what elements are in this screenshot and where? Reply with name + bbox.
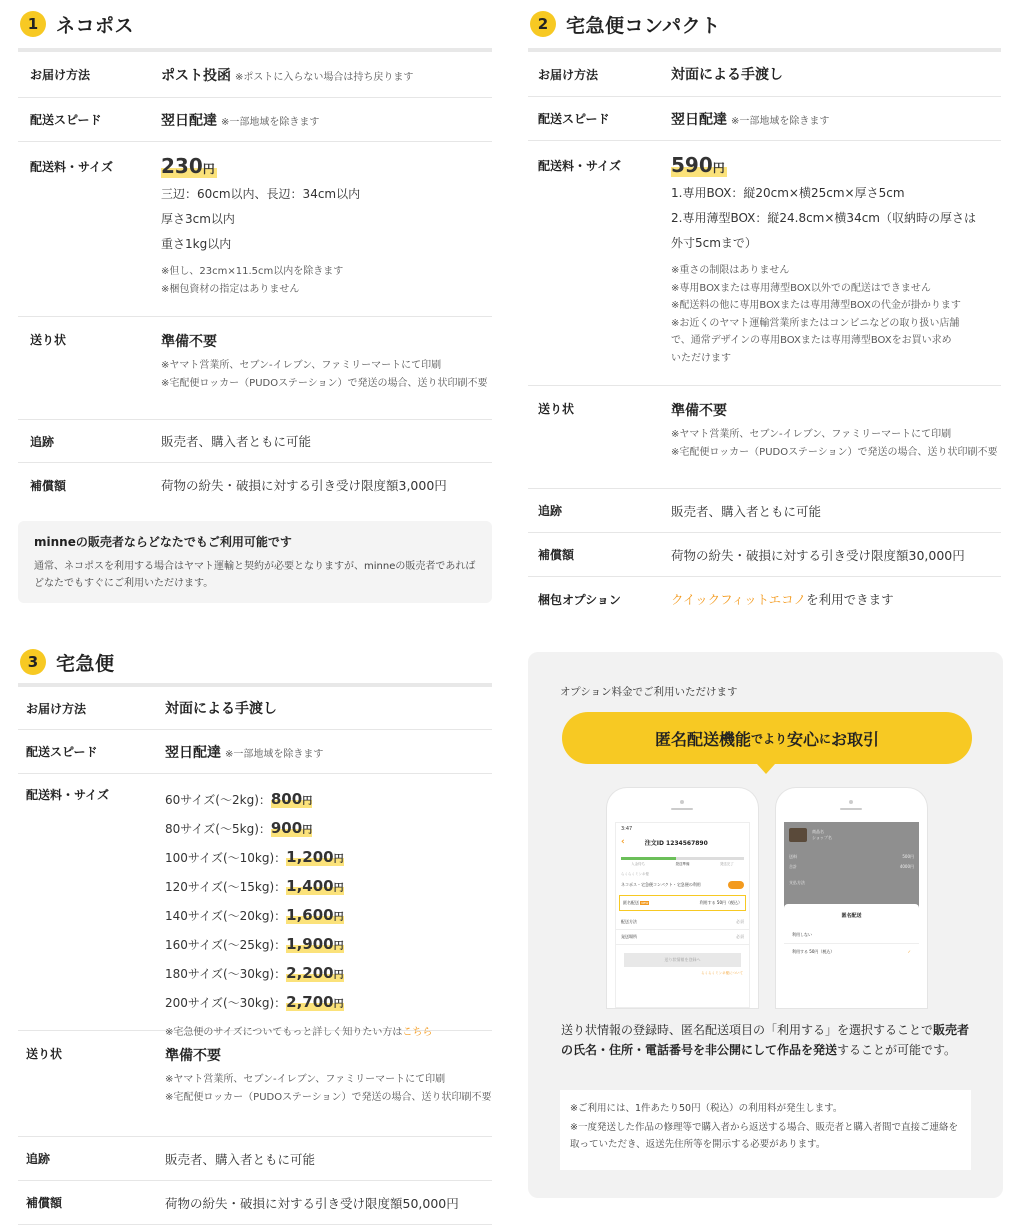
size-line: 厚さ3cm以内 xyxy=(161,212,235,226)
row-value: 翌日配達 xyxy=(165,744,221,761)
section-number: 1 xyxy=(20,11,46,37)
table-row xyxy=(18,317,492,420)
size-line: 2.専用薄型BOX：縦24.8cm×横34cm（収納時の厚さは xyxy=(671,211,976,225)
note: ※お近くのヤマト運輸営業所またはコンビニなどの取り扱い店舗 xyxy=(671,317,960,329)
note: ※重さの制限はありません xyxy=(671,265,790,276)
note: ※ヤマト営業所、セブン-イレブン、ファミリーマートにて印刷 xyxy=(161,360,442,371)
row-value: 販売者、購入者ともに可能 xyxy=(671,503,822,519)
table-row xyxy=(18,420,492,463)
phone-mockup-2 xyxy=(776,788,927,1008)
row-value: 荷物の紛失・破損に対する引き受け限度額30,000円 xyxy=(671,547,965,563)
row-label: 補償額 xyxy=(26,1196,63,1210)
price: 230円 xyxy=(161,154,215,178)
row-value: ポスト投函 xyxy=(161,67,231,84)
note: ※配送料の他に専用BOXまたは専用薄型BOXの代金が掛かります xyxy=(671,300,961,311)
note: ※梱包資材の指定はありません xyxy=(161,283,300,295)
anonymous-description: 送り状情報の登録時、匿名配送項目の「利用する」を選択することで販売者の氏名・住所・電話番号を非公開にして作品を発送することが可能です。 xyxy=(561,1023,970,1057)
right-column xyxy=(528,0,1001,1150)
phone2-screen: 商品名 ショップ名 送料 500円 合計 4000円 支払方法 匿名配送 利用しない 利用する 50円（税込） ✓ xyxy=(784,822,919,1008)
table-row xyxy=(18,463,492,507)
row-value: 準備不要 xyxy=(671,403,727,419)
row-label: 配送スピード xyxy=(30,113,102,127)
anonymous-notes: ※ご利用には、1件あたり50円（税込）の利用料が発生します。 ※一度発送した作品の修理等で購入者から返送する場合、販売者と購入者間で直接ご連絡を取っていただき、返送先住所等を開示する必要があります。 xyxy=(560,1090,971,1170)
info-box xyxy=(18,521,492,603)
row-label: 配送料・サイズ xyxy=(538,159,622,173)
info-box-title: minneの販売者ならどなたでもご利用可能です xyxy=(34,535,292,549)
note: ※宅配便ロッカー（PUDOステーション）で発送の場合、送り状印刷不要 xyxy=(165,1091,492,1103)
size-price-line: 140サイズ(〜20kg)：1,600円 xyxy=(165,906,344,924)
row-label: 追跡 xyxy=(30,434,55,449)
row-label: 配送スピード xyxy=(26,745,98,759)
table-row xyxy=(18,1181,492,1225)
note: ※宅配便ロッカー（PUDOステーション）で発送の場合、送り状印刷不要 xyxy=(161,377,488,389)
note: ※宅配便ロッカー（PUDOステーション）で発送の場合、送り状印刷不要 xyxy=(671,446,998,458)
table-row xyxy=(18,98,492,142)
row-label: 送り状 xyxy=(538,402,575,416)
compact-header xyxy=(528,0,1001,52)
row-note: ※一部地域を除きます xyxy=(730,115,830,127)
table-row xyxy=(18,142,492,317)
note: ※宅急便のサイズについてもっと詳しく知りたい方はこちら xyxy=(165,1027,433,1038)
size-price-line: 100サイズ(〜10kg)：1,200円 xyxy=(165,848,344,866)
price: 590円 xyxy=(671,153,725,177)
note: で、通常デザインの専用BOXまたは専用薄型BOXをお買い求め xyxy=(671,335,952,346)
note: ※但し、23cm×11.5cm以内を除きます xyxy=(161,266,344,277)
row-label: 送り状 xyxy=(30,333,67,347)
register-button: 送り状情報を登録へ xyxy=(624,953,741,967)
table-row: 梱包オプション クイックフィットエコノを利用できます xyxy=(528,577,1001,621)
size-price-line: 120サイズ(〜15kg)：1,400円 xyxy=(165,877,344,895)
size-line: 重さ1kg以内 xyxy=(161,237,232,251)
note: ※専用BOXまたは専用薄型BOX以外での配送はできません xyxy=(671,282,931,294)
row-value: 荷物の紛失・破損に対する引き受け限度額50,000円 xyxy=(165,1195,459,1211)
table-row xyxy=(18,730,492,774)
size-details-link[interactable]: こちら xyxy=(402,1027,433,1038)
row-label: 送り状 xyxy=(26,1047,63,1061)
note: ※ヤマト営業所、セブン-イレブン、ファミリーマートにて印刷 xyxy=(165,1074,446,1085)
bubble-tail xyxy=(757,764,775,774)
size-price-line: 60サイズ(〜2kg)：800円 xyxy=(165,790,313,808)
row-value: 荷物の紛失・破損に対する引き受け限度額3,000円 xyxy=(161,478,447,493)
phone-mockup-1 xyxy=(607,788,758,1008)
table-row xyxy=(528,489,1001,533)
info-box-text: 通常、ネコポスを利用する場合はヤマト運輸と契約が必要となりますが、minneの販売者であればどなたでもすぐにご利用いただけます。 xyxy=(34,561,476,589)
row-value: 準備不要 xyxy=(161,334,217,350)
size-price-line: 160サイズ(〜25kg)：1,900円 xyxy=(165,935,344,953)
anonymous-sheet: 匿名配送 利用しない 利用する 50円（税込） ✓ xyxy=(784,904,919,1008)
anonymous-delivery-box xyxy=(528,652,1003,1198)
row-value: 翌日配達 xyxy=(671,111,727,128)
row-label: お届け方法 xyxy=(538,67,599,82)
phone1-screen: 3:47 ‹ 注文ID 1234567890 入金待ち 発送準備 発送完了 らくらくミンネ便 ネコポス・宅急便コンパクト・宅急便の利用 匿名配送 NEW 利用する 50円（税込） 配送方法 必須 発送場所 必須 送り状情報を登録へ らくらくミンネ便について xyxy=(615,822,750,1008)
nekopos-header xyxy=(18,0,492,52)
size-line: 三辺：60cm以内、長辺：34cm以内 xyxy=(161,187,361,201)
row-value: 対面による手渡し xyxy=(165,701,277,717)
row-label: 補償額 xyxy=(30,478,67,493)
row-label: お届け方法 xyxy=(26,701,87,716)
table-row xyxy=(18,687,492,730)
row-label: 配送料・サイズ xyxy=(26,788,110,802)
row-label: 追跡 xyxy=(538,504,563,518)
row-label: 配送スピード xyxy=(538,112,610,126)
note: いただけます xyxy=(671,352,731,364)
row-label: 補償額 xyxy=(538,548,575,562)
size-price-line: 80サイズ(〜5kg)：900円 xyxy=(165,819,313,837)
anonymous-bubble: 匿名配送機能 でより 安心 に お取引 xyxy=(562,712,972,764)
toggle-switch xyxy=(728,881,744,889)
row-label: お届け方法 xyxy=(30,68,91,82)
check-icon: ✓ xyxy=(907,949,911,954)
row-label: 追跡 xyxy=(26,1152,51,1166)
row-value: 対面による手渡し xyxy=(671,67,783,83)
option-intro: オプション料金でご利用いただけます xyxy=(560,686,738,698)
row-label: 梱包オプション xyxy=(538,592,621,607)
table-row xyxy=(18,1031,492,1137)
size-line: 外寸5cmまで） xyxy=(671,236,757,250)
note: ※ヤマト営業所、セブン-イレブン、ファミリーマートにて印刷 xyxy=(671,429,952,440)
back-chevron-icon: ‹ xyxy=(621,837,625,847)
takkyubin-header xyxy=(18,641,492,687)
table-row xyxy=(18,774,492,1038)
row-value: 販売者、購入者ともに可能 xyxy=(165,1151,316,1167)
section-title: 宅急便 xyxy=(56,652,115,675)
row-note: ※ポストに入らない場合は持ち戻ります xyxy=(234,71,414,83)
row-value: 販売者、購入者ともに可能 xyxy=(161,434,312,449)
row-value: 準備不要 xyxy=(165,1048,221,1064)
quick-fit-econo-link[interactable]: クイックフィットエコノ xyxy=(671,592,807,607)
section-number: 2 xyxy=(530,11,556,37)
size-price-line: 180サイズ(〜30kg)：2,200円 xyxy=(165,964,344,982)
table-row xyxy=(528,97,1001,141)
table-row xyxy=(528,141,1001,386)
table-row xyxy=(528,533,1001,577)
section-title: 宅急便コンパクト xyxy=(566,14,721,37)
table-row xyxy=(18,52,492,98)
table-row xyxy=(528,52,1001,97)
table-row xyxy=(18,1137,492,1181)
size-price-line: 200サイズ(〜30kg)：2,700円 xyxy=(165,993,344,1011)
row-note: ※一部地域を除きます xyxy=(224,748,324,760)
left-column xyxy=(18,0,492,1225)
size-line: 1.専用BOX：縦20cm×横25cm×厚さ5cm xyxy=(671,186,905,200)
section-number: 3 xyxy=(20,649,46,675)
row-value: 翌日配達 xyxy=(161,112,217,129)
row-label: 配送料・サイズ xyxy=(30,160,114,174)
table-row xyxy=(528,386,1001,489)
product-thumbnail xyxy=(789,828,807,842)
section-title: ネコポス xyxy=(56,14,135,37)
row-note: ※一部地域を除きます xyxy=(220,116,320,128)
